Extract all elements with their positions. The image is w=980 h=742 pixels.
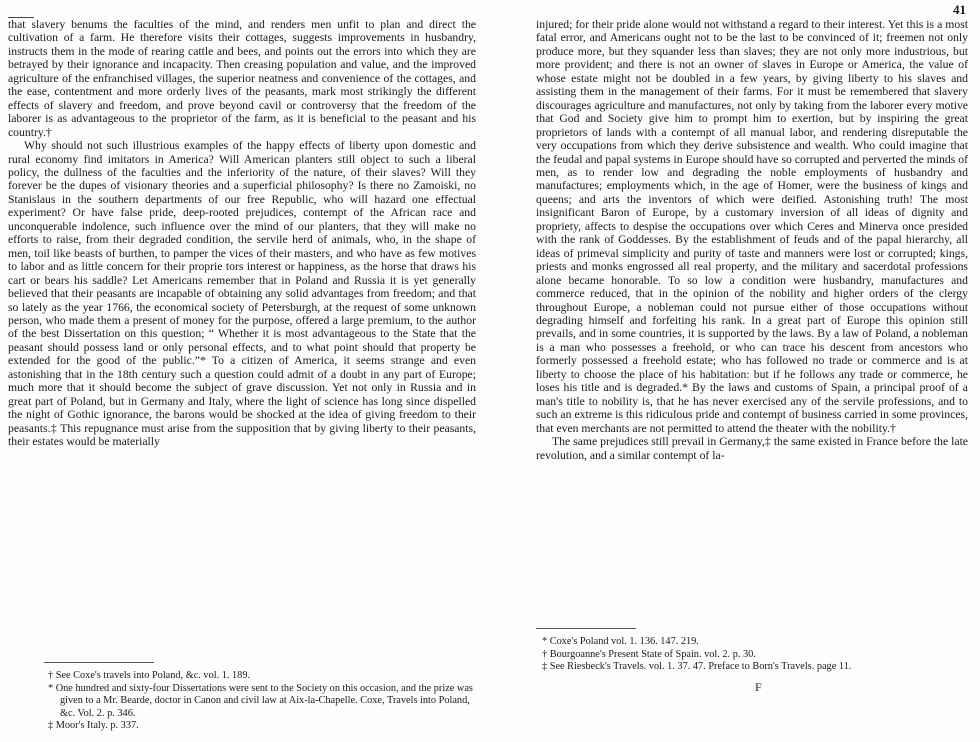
page-number: 41: [953, 2, 966, 17]
right-paragraph-1: injured; for their pride alone would not withstand a regard to their interest. Yet this is a most fatal error, and Americans ought not to be the last to be convinced of it; freemen not only produce more, but they squander less than slaves; they are not only more industrious, but more provident; and there is not an owner of slaves in Europe or America, the value of whose estate might not be doubled in a few years, by giving liberty to his slaves and assisting them in the management of their farms. For it must be remembered that slavery discourages agriculture and manufactures, not only by taking from the laborer every motive that God and Society give him to prompt him to exertion, but by inspiring the great proprietors of lands with a contempt of all manual labor, and rendering disreputable the very occupations from which they derive subsistence and wealth. Who could imagine that the feudal and papal systems in Europe should have so corrupted and perverted the minds of men, as to render low and degrading the noble employments of husbandry and manufactures; employments which, in the age of Homer, were the business of kings and queens; and arts the inventors of which were deified. Astonishing truth! The most insignificant Baron of Europe, by a customary inversion of all ideas of dignity and propriety, affects to despise the occupations over which Ceres and Minerva once presided with the rank of Goddesses. By the establishment of feuds and of the papal hierarchy, all ideas of primeval simplicity and purity of taste and manners were lost or corrupted; kings, priests and monks engrossed all real property, and the military and sacerdotal professions alone became honorable. To so low a condition were husbandry, manufactures and commerce reduced, that in the opinion of the nobility and higher orders of the clergy throughout Europe, a nobleman could not pursue either of those occupations without degrading himself and forfeiting his rank. In a great part of Europe this opinion still prevails, and in some countries, it is supported by the laws. By a law of Poland, a nobleman is a man who possesses a freehold, or who can trace his descent from ancestors who formerly possessed a freehold estate; who has followed no trade or commerce and is at liberty to choose the place of his habitation: but if he follows any trade or commerce, he loses his title and is degraded.* By the laws and customs of Spain, a principal proof of a man's title to nobility is, that he has never exercised any of the servile professions, and to such an extreme is this ridiculous pride and contempt of business carried in some provinces, that even merchants are not permitted to attend the theater with the nobility.†: [536, 18, 968, 435]
right-paragraph-2: The same prejudices still prevail in Germany,‡ the same existed in France before the late revolution, and a similar contempt of la-: [536, 435, 968, 462]
left-footnote-3: ‡ Moor's Italy. p. 337.: [48, 720, 139, 732]
left-footnote-rule: [44, 662, 154, 663]
left-footnote-1: † See Coxe's travels into Poland, &c. vol. 1. 189.: [48, 670, 251, 681]
left-paragraph-2: Why should not such illustrious examples of the happy effects of liberty upon domestic and rural economy find imitators in America? Will American planters still object to such a liberal policy, the dullness of the faculties and the inferiority of the nature, of their slaves? Will they forever be the dupes of visionary theories and a superficial philosophy? Is there no Zamoiski, no Stanislaus in the southern departments of our free Republic, who will hazard one effectual experiment? Or have false pride, deep-rooted prejudices, contempt of the African race and unconquerable indolence, such influence over the mind of our planters, that they will make no efforts to raise, from their degraded condition, the servile herd of animals, who, in the shape of men, toil like beasts of burthen, to pamper the vices of their masters, and who have as few motives to labor and as little concern for their proprie tors interest or happiness, as the horse that draws his cart or bears his saddle? Let Americans remember that in Poland and Russia it is yet generally believed that their peasants are incapable of obtaining any solid advantages from freedom; and that so lately as the year 1766, the economical society of Petersburgh, at the request of some unknown person, who made them a present of money for the purpose, offered a large premium, to the author of the best Dissertation on this question; “ Whether it is most advantageous to the State that the peasant should possess land or only personal effects, and to what point should that property be extended for the good of the public.”* To a citizen of America, it seems strange and even astonishing that in the 18th century such a question could admit of a doubt in any part of Europe; much more that it should become the subject of grave discussion. Yet not only in Russia and in great part of Poland, but in Germany and Italy, where the light of science has long since dispelled the night of Gothic ignorance, the barons would be shocked at the idea of giving freedom to their peasants.‡ This repugnance must arise from the supposition that by giving liberty to their peasants, their estates would be materially: [8, 139, 476, 449]
right-column: [536, 18, 968, 462]
right-footnote-rule: [536, 628, 636, 629]
left-column: [8, 18, 476, 449]
left-paragraph-1: that slavery benums the faculties of the mind, and renders men unfit to plan and direct the cultivation of a farm. He therefore visits their cottages, suggests improvements in husbandry, instructs them in the mode of rearing cattle and bees, and points out the errors into which they are betrayed by their ignorance and incapacity. Then creasing population and value, and the improved agriculture of the enfranchised villages, the superior neatness and convenience of the cottages, and the ease, contentment and more orderly lives of the peasants, mark most strikingly the different effects of slavery and freedom, and prove beyond cavil or controversy that the freedom of the laborer is as advantageous to the proprietor of the farm, as it is beneficial to the peasant and his country.†: [8, 18, 476, 139]
signature-mark: F: [755, 680, 762, 694]
right-footnote-3: ‡ See Riesbeck's Travels. vol. 1. 37. 47. Preface to Born's Travels. page 11.: [542, 661, 852, 673]
right-footnote-2: † Bourgoanne's Present State of Spain. vol. 2. p. 30.: [542, 648, 756, 660]
left-footnotes: [46, 670, 474, 733]
right-footnotes: [540, 636, 970, 674]
right-footnote-1: * Coxe's Poland vol. 1. 136. 147. 219.: [542, 636, 699, 647]
left-footnote-2: * One hundred and sixty-four Dissertations were sent to the Society on this occasion, and the prize was given to a Mr. Bearde, doctor in Canon and civil law at Aix-la-Chapelle. Coxe, Travels into Poland, &c. Vol. 2. p. 346.: [48, 682, 473, 719]
